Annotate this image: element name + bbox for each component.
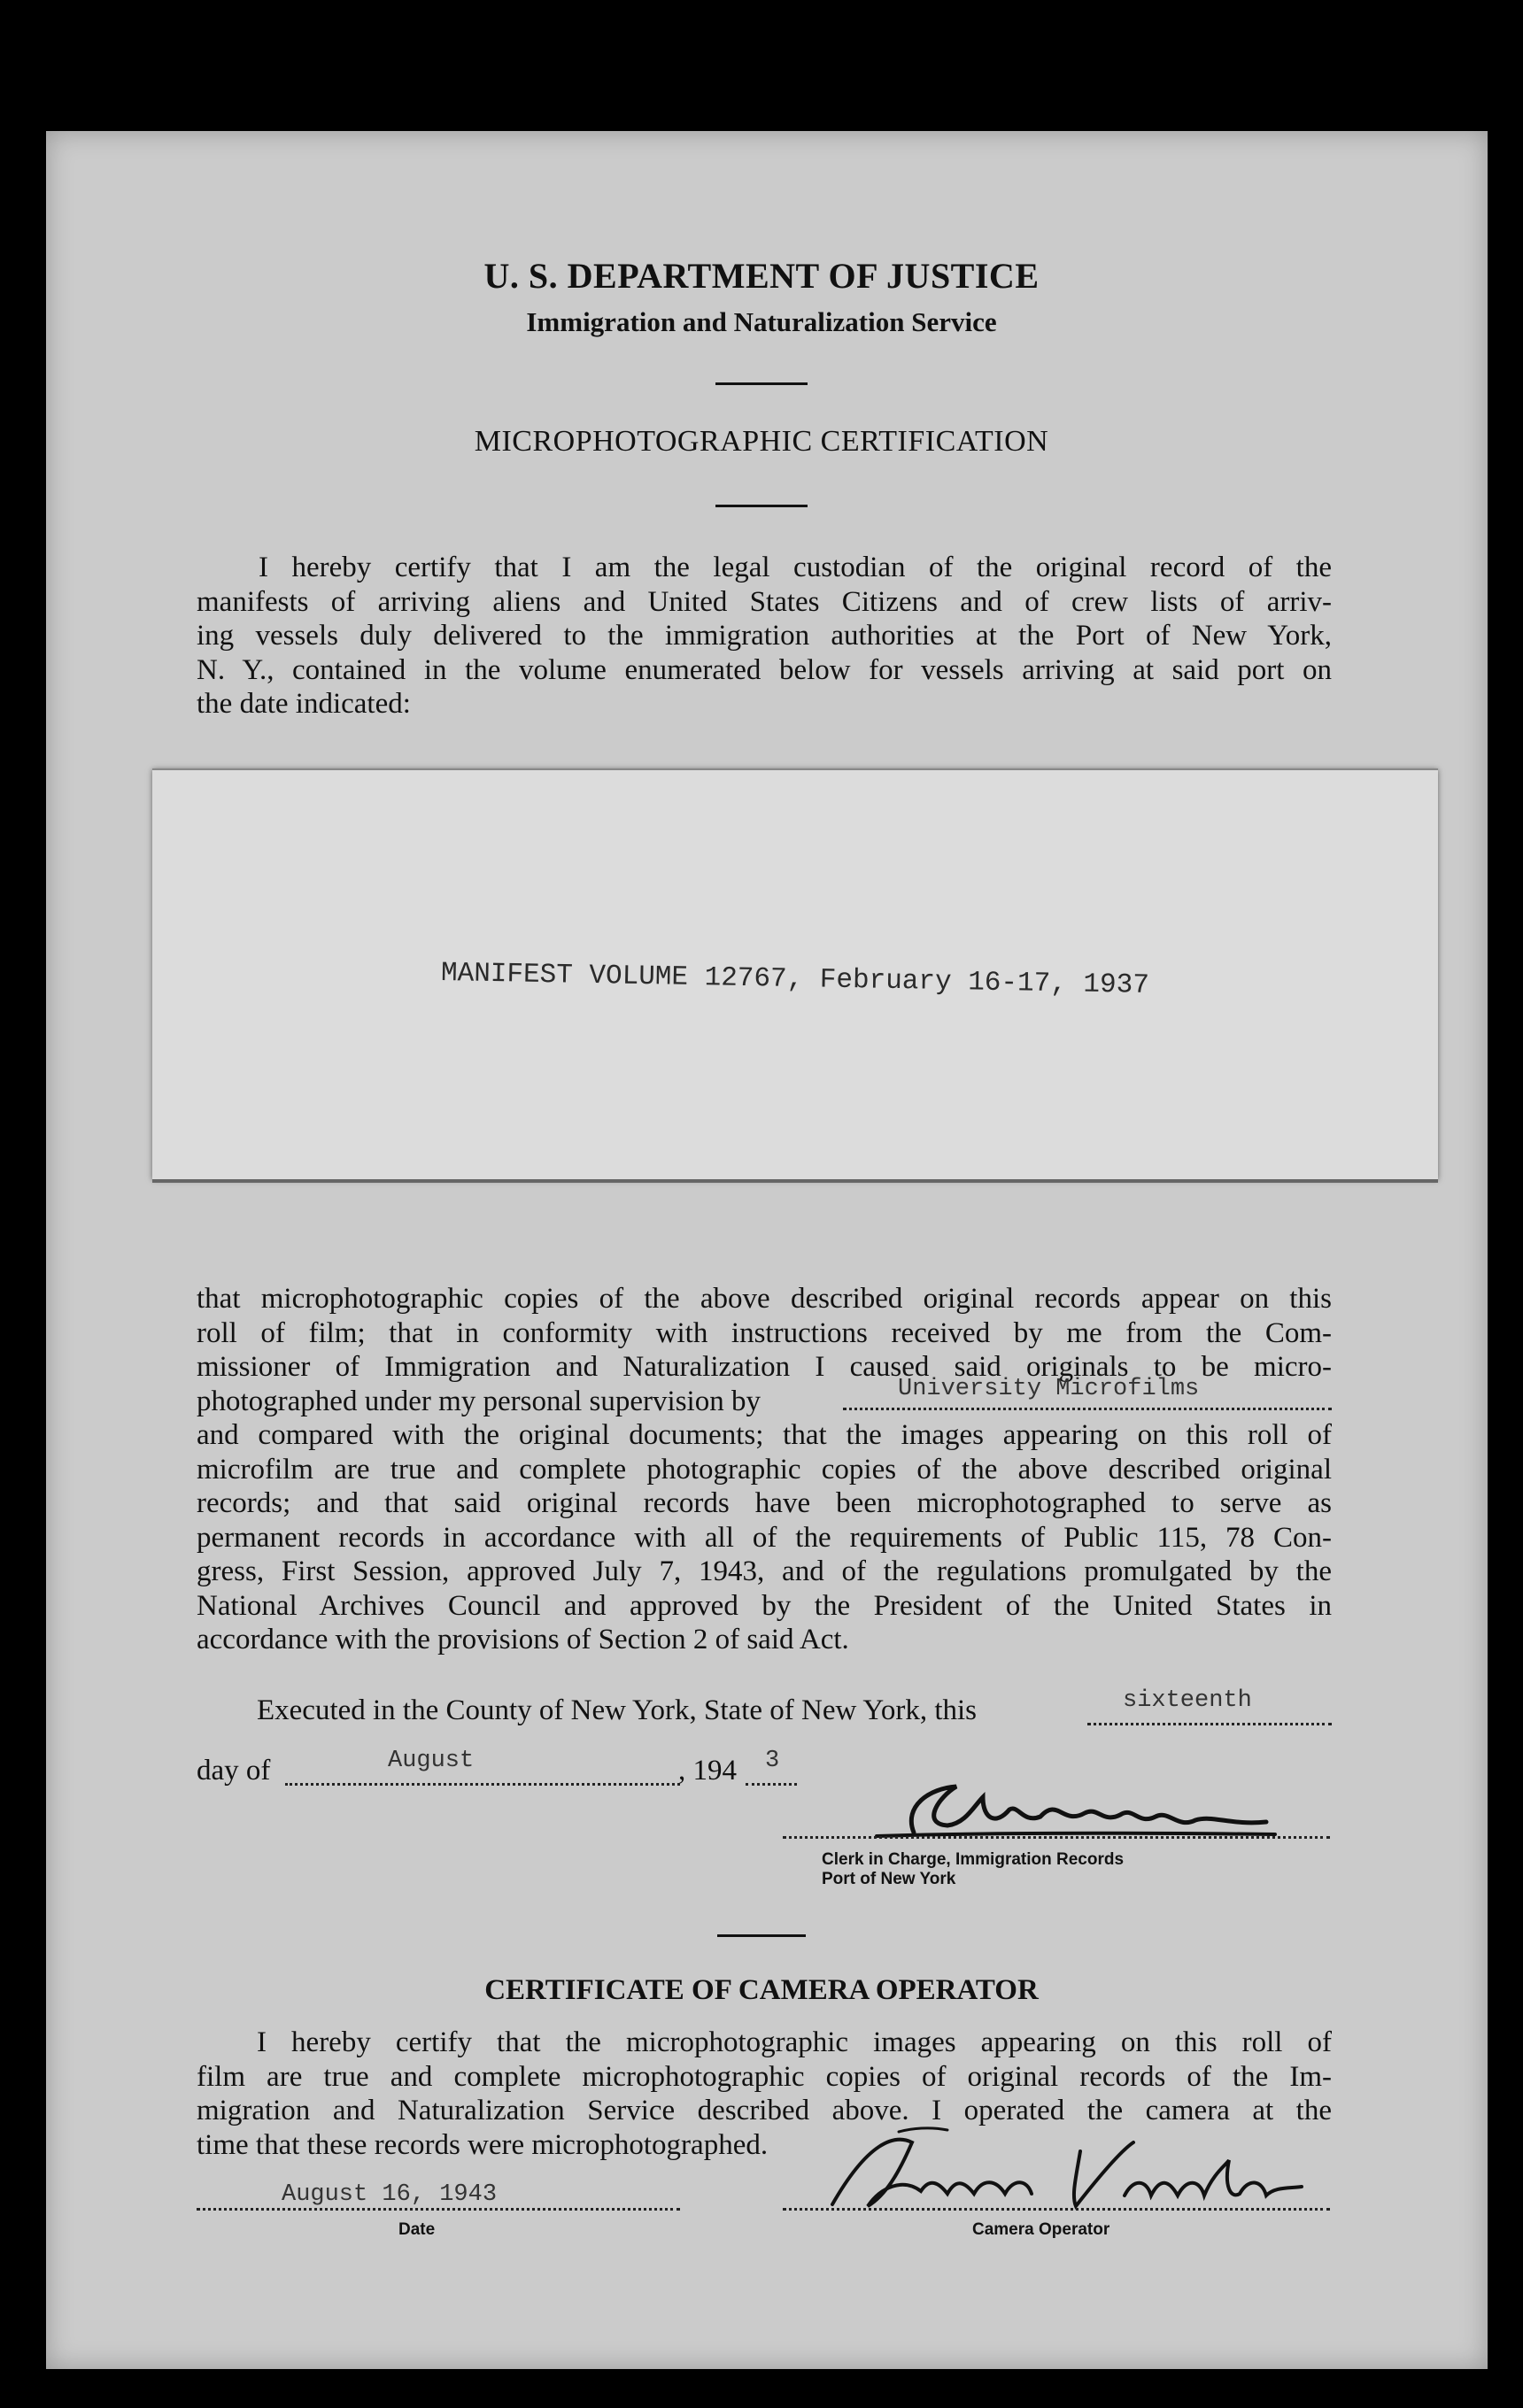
intro-line: I hereby certify that I am the legal custodian of the original record of the bbox=[259, 552, 1332, 583]
clerk-caption-port: Port of New York bbox=[822, 1870, 956, 1888]
intro-line: the date indicated: bbox=[197, 688, 411, 720]
operator-line: I hereby certify that the microphotographic images appearing on this roll of bbox=[257, 2026, 1332, 2058]
body-line: gress, First Session, approved July 7, 1943, and of the regulations promulgated by the bbox=[197, 1555, 1332, 1587]
operator-date-value: August 16, 1943 bbox=[282, 2181, 498, 2208]
divider-top bbox=[715, 382, 808, 385]
operator-line: migration and Naturalization Service described above. I operated the camera at the bbox=[197, 2095, 1332, 2126]
body-line: permanent records in accordance with all of the requirements of Public 115, 78 Con- bbox=[197, 1521, 1332, 1554]
supervision-blank bbox=[843, 1408, 1332, 1410]
clerk-caption-title: Clerk in Charge, Immigration Records bbox=[822, 1850, 1125, 1869]
body-line: accordance with the provisions of Section 2 of said Act. bbox=[197, 1624, 849, 1656]
year-prefix: , 194 bbox=[678, 1755, 737, 1787]
executed-day-value: sixteenth bbox=[1123, 1687, 1252, 1714]
month-value: August bbox=[388, 1748, 475, 1774]
intro-line: N. Y., contained in the volume enumerated below for vessels arriving at said port on bbox=[197, 653, 1332, 686]
divider-second bbox=[715, 505, 808, 507]
divider-bottom bbox=[717, 1934, 806, 1937]
executed-day-blank bbox=[1087, 1723, 1332, 1725]
body-line: microfilm are true and complete photographic copies of the above described original bbox=[197, 1453, 1332, 1486]
supervision-prefix: photographed under my personal supervision by bbox=[197, 1385, 761, 1417]
operator-caption: Camera Operator bbox=[972, 2220, 1110, 2239]
operator-line: time that these records were microphotographed. bbox=[197, 2128, 769, 2161]
body-paragraph bbox=[197, 1282, 1332, 1657]
body-line: and compared with the original documents; that the images appearing on this roll of bbox=[197, 1419, 1332, 1451]
day-of-label: day of bbox=[197, 1755, 271, 1787]
service-subtitle: Immigration and Naturalization Service bbox=[526, 306, 997, 337]
date-line bbox=[197, 2208, 680, 2211]
intro-line: ing vessels duly delivered to the immigration authorities at the Port of New York, bbox=[197, 620, 1332, 652]
certification-title: MICROPHOTOGRAPHIC CERTIFICATION bbox=[474, 425, 1049, 458]
month-blank bbox=[285, 1783, 680, 1786]
clerk-caption bbox=[822, 1850, 1124, 1889]
executed-prefix: Executed in the County of New York, State of New York, this bbox=[257, 1694, 978, 1726]
manifest-volume-label: MANIFEST VOLUME 12767, February 16-17, 1937 bbox=[440, 958, 1150, 1001]
intro-line: manifests of arriving aliens and United States Citizens and of crew lists of arriv- bbox=[197, 585, 1332, 618]
body-line: roll of film; that in conformity with instructions received by me from the Com- bbox=[197, 1316, 1332, 1349]
operator-signature-line bbox=[783, 2208, 1330, 2211]
year-blank bbox=[746, 1783, 797, 1786]
supervision-value: University Microfilms bbox=[898, 1375, 1200, 1402]
body-line: missioner of Immigration and Naturalization I caused said originals to be micro- bbox=[197, 1351, 1332, 1383]
intro-paragraph bbox=[197, 551, 1332, 722]
operator-line: film are true and complete microphotographic copies of original records of the Im- bbox=[197, 2060, 1332, 2093]
supervision-line bbox=[197, 1375, 1332, 1419]
clerk-signature-line bbox=[783, 1836, 1330, 1839]
body-line: National Archives Council and approved by the President of the United States in bbox=[197, 1589, 1332, 1622]
date-caption: Date bbox=[398, 2220, 436, 2239]
body-line: that microphotographic copies of the above described original records appear on this bbox=[197, 1283, 1332, 1315]
year-digit: 3 bbox=[765, 1748, 780, 1774]
body-line: records; and that said original records have been microphotographed to serve as bbox=[197, 1487, 1332, 1519]
operator-cert-title: CERTIFICATE OF CAMERA OPERATOR bbox=[484, 1974, 1039, 2006]
agency-title: U. S. DEPARTMENT OF JUSTICE bbox=[483, 256, 1040, 296]
